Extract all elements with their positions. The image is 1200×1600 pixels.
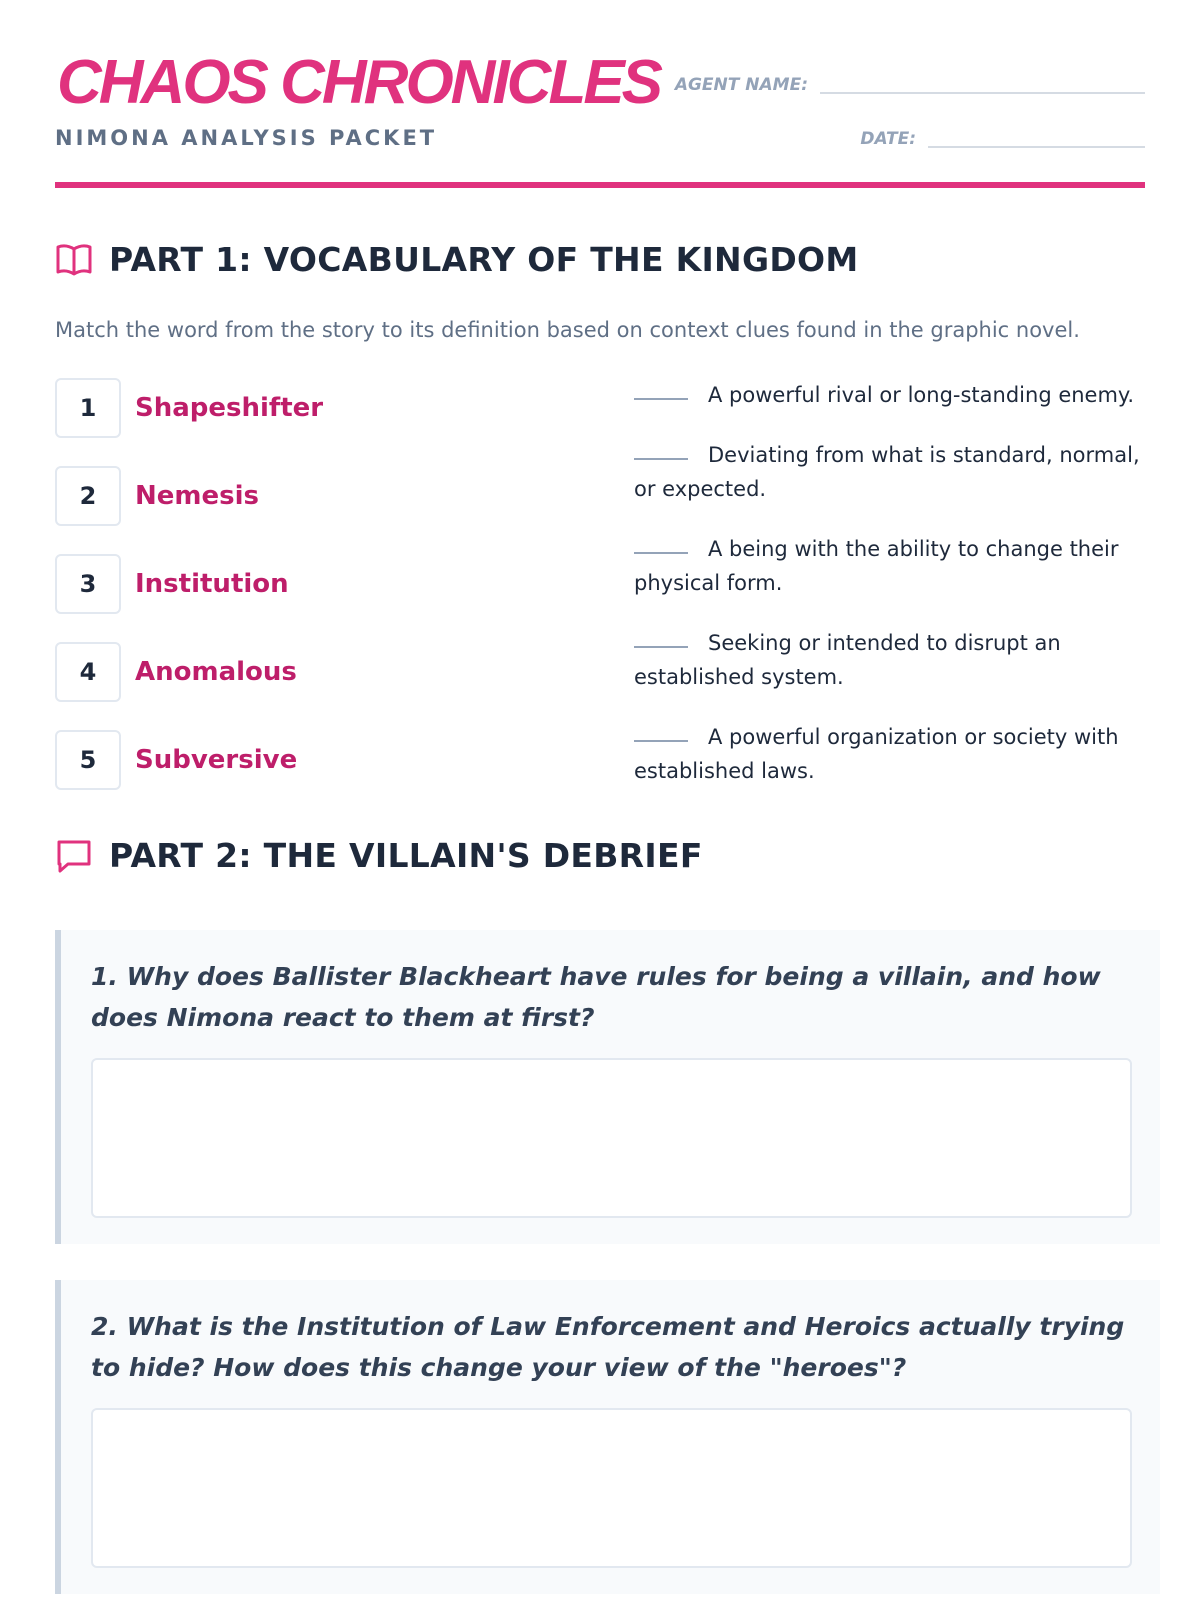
vocab-word: Shapeshifter: [135, 393, 324, 423]
vocab-word: Institution: [135, 569, 289, 599]
vocab-item: [55, 378, 323, 438]
answer-box[interactable]: [91, 1058, 1132, 1218]
definition-item: [634, 720, 1154, 788]
match-blank[interactable]: [634, 398, 688, 400]
vocab-word: Anomalous: [135, 657, 297, 687]
question-text: 1. Why does Ballister Blackheart have rules for being a villain, and how does Nimona react to them at first?: [91, 962, 1101, 1032]
date-input[interactable]: [928, 112, 1145, 148]
definition-item: [634, 532, 1154, 600]
part1-instructions: Match the word from the story to its definition based on context clues found in the graphic novel.: [55, 318, 1080, 342]
chat-bubble-icon: [55, 838, 93, 874]
match-blank[interactable]: [634, 646, 688, 648]
definition-text: A being with the ability to change their physical form.: [634, 537, 1119, 595]
match-blank[interactable]: [634, 458, 688, 460]
vocab-number: 3: [55, 554, 121, 614]
definition-text: A powerful organization or society with established laws.: [634, 725, 1119, 783]
packet-subtitle: NIMONA ANALYSIS PACKET: [55, 126, 438, 150]
agent-name-input[interactable]: [820, 58, 1145, 94]
agent-name-field: [675, 58, 1145, 94]
agent-name-label: AGENT NAME:: [674, 75, 808, 95]
vocab-word: Nemesis: [135, 481, 259, 511]
vocab-number: 5: [55, 730, 121, 790]
definition-text: Seeking or intended to disrupt an established system.: [634, 631, 1061, 689]
part2-heading: [55, 836, 703, 875]
match-blank[interactable]: [634, 740, 688, 742]
definition-item: [634, 626, 1154, 694]
vocab-number: 1: [55, 378, 121, 438]
definition-text: Deviating from what is standard, normal, or expected.: [634, 443, 1140, 501]
answer-box[interactable]: [91, 1408, 1132, 1568]
vocab-item: [55, 466, 323, 526]
part1-heading: [55, 240, 859, 279]
header: [55, 0, 1145, 188]
question-card: [55, 1280, 1160, 1594]
vocab-word-list: [55, 378, 323, 818]
match-blank[interactable]: [634, 552, 688, 554]
definition-item: [634, 438, 1154, 506]
date-label: DATE:: [860, 129, 916, 149]
part1-title: PART 1: VOCABULARY OF THE KINGDOM: [109, 240, 859, 279]
packet-title: CHAOS CHRONICLES: [57, 48, 661, 117]
part2-title: PART 2: THE VILLAIN'S DEBRIEF: [109, 836, 703, 875]
vocab-item: [55, 730, 323, 790]
vocab-number: 2: [55, 466, 121, 526]
vocab-number: 4: [55, 642, 121, 702]
question-card: [55, 930, 1160, 1244]
book-icon: [55, 242, 93, 278]
definition-text: A powerful rival or long-standing enemy.: [708, 383, 1135, 407]
vocab-word: Subversive: [135, 745, 298, 775]
date-field: [860, 112, 1145, 148]
vocab-item: [55, 554, 323, 614]
definition-item: [634, 378, 1154, 412]
definition-list: [634, 378, 1154, 814]
vocab-item: [55, 642, 323, 702]
question-text: 2. What is the Institution of Law Enforcement and Heroics actually trying to hide? How does this change your view of the "heroes"?: [91, 1312, 1125, 1382]
